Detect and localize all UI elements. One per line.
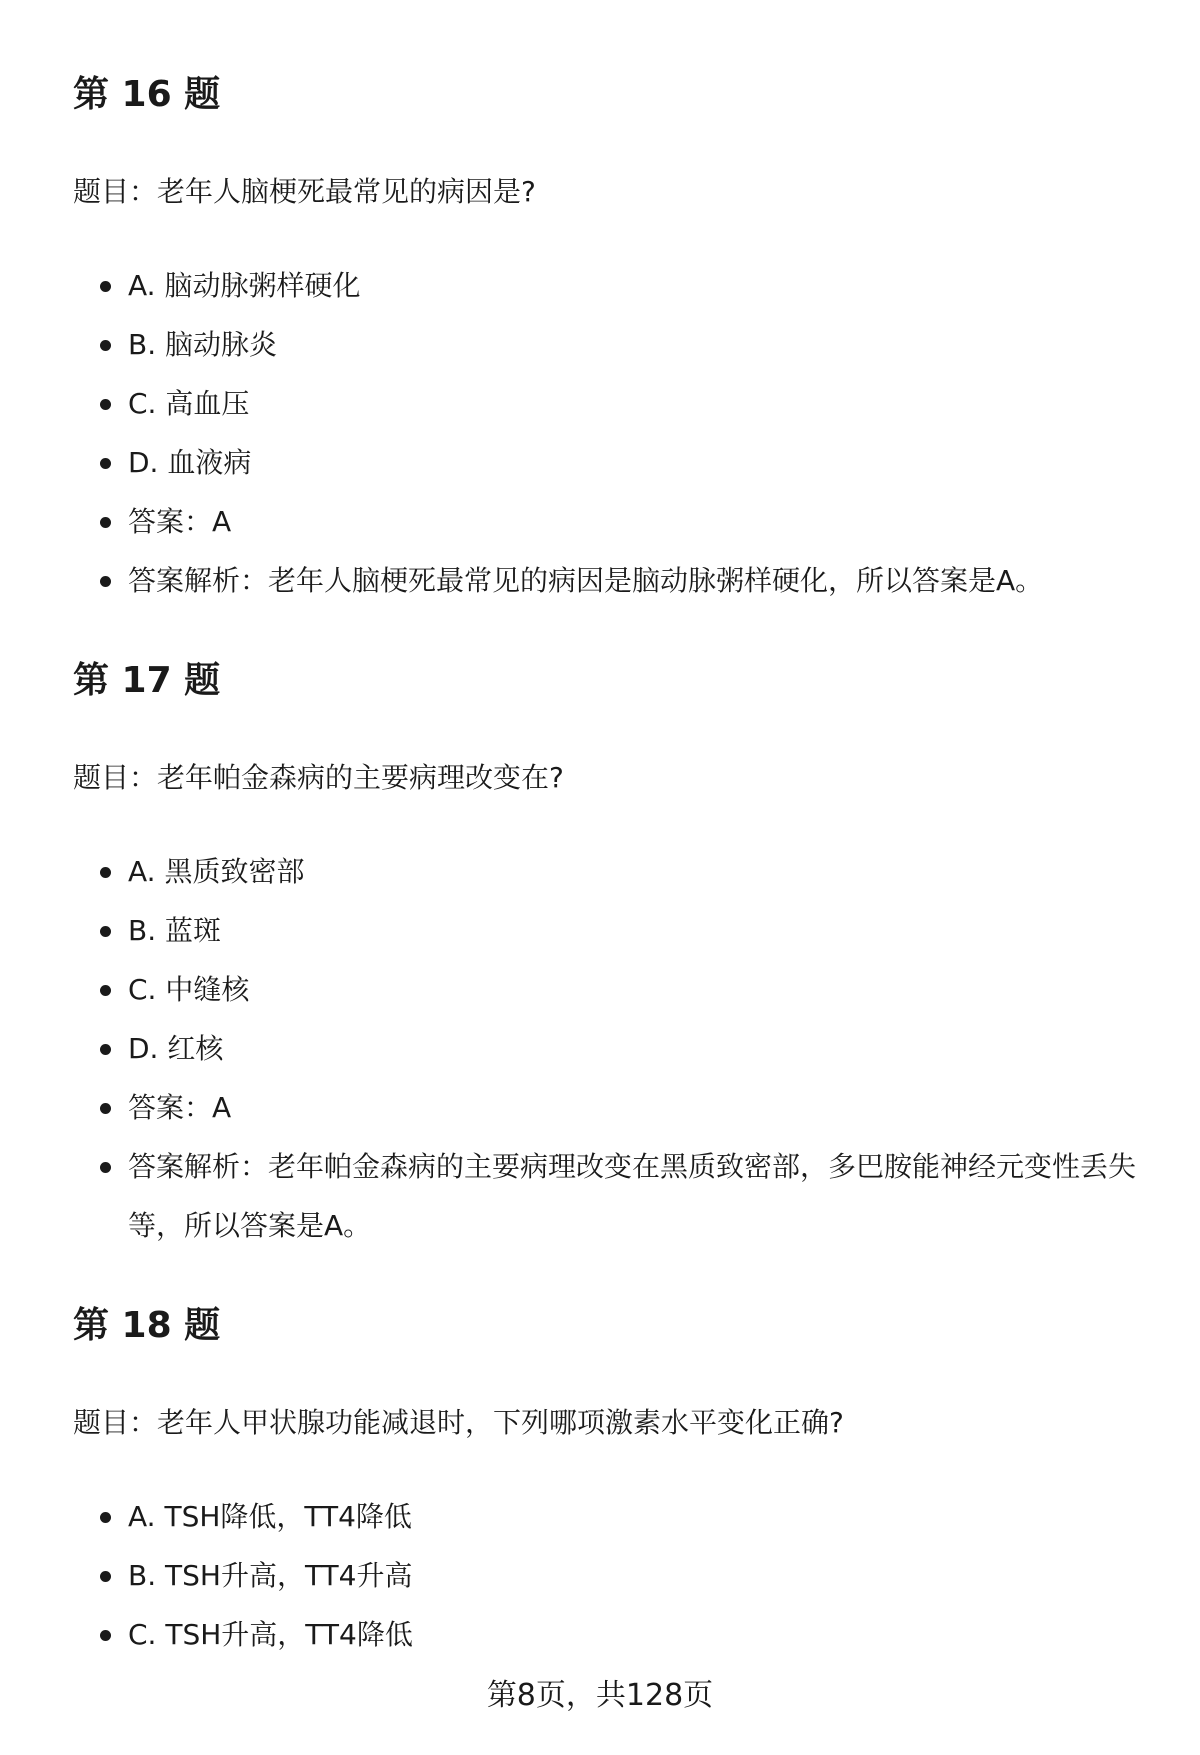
option-a: A. 黑质致密部 <box>73 842 1153 901</box>
question-stem: 题目：老年人脑梗死最常见的病因是? <box>73 175 536 208</box>
question-title: 第 18 题 <box>73 1305 221 1346</box>
bullet-icon <box>100 1630 111 1641</box>
answer: 答案：A <box>73 492 1153 551</box>
question-stem: 题目：老年人甲状腺功能减退时，下列哪项激素水平变化正确? <box>73 1406 844 1439</box>
option-list <box>73 256 1153 610</box>
bullet-icon <box>100 1103 111 1114</box>
bullet-icon <box>100 458 111 469</box>
option-d: D. 红核 <box>73 1019 1153 1078</box>
bullet-icon <box>100 867 111 878</box>
question-18 <box>73 1305 1153 1651</box>
bullet-icon <box>100 1044 111 1055</box>
bullet-icon <box>100 576 111 587</box>
option-c: C. TSH升高，TT4降低 <box>73 1605 1153 1664</box>
option-a: A. 脑动脉粥样硬化 <box>73 256 1153 315</box>
option-b: B. 脑动脉炎 <box>73 315 1153 374</box>
answer-explanation: 答案解析：老年人脑梗死最常见的病因是脑动脉粥样硬化，所以答案是A。 <box>73 551 1153 610</box>
bullet-icon <box>100 281 111 292</box>
answer: 答案：A <box>73 1078 1153 1137</box>
question-title: 第 16 题 <box>73 74 221 115</box>
bullet-icon <box>100 517 111 528</box>
bullet-icon <box>100 985 111 996</box>
option-b: B. 蓝斑 <box>73 901 1153 960</box>
question-title: 第 17 题 <box>73 660 221 701</box>
bullet-icon <box>100 1162 111 1173</box>
option-b: B. TSH升高，TT4升高 <box>73 1546 1153 1605</box>
bullet-icon <box>100 1571 111 1582</box>
option-d: D. 血液病 <box>73 433 1153 492</box>
option-list <box>73 1487 1153 1664</box>
option-a: A. TSH降低，TT4降低 <box>73 1487 1153 1546</box>
question-stem: 题目：老年帕金森病的主要病理改变在? <box>73 761 564 794</box>
option-c: C. 中缝核 <box>73 960 1153 1019</box>
bullet-icon <box>100 926 111 937</box>
option-c: C. 高血压 <box>73 374 1153 433</box>
question-17 <box>73 660 1153 1242</box>
question-16 <box>73 74 1153 597</box>
answer-explanation: 答案解析：老年帕金森病的主要病理改变在黑质致密部，多巴胺能神经元变性丢失等，所以答案是A。 <box>73 1137 1153 1255</box>
bullet-icon <box>100 1512 111 1523</box>
bullet-icon <box>100 399 111 410</box>
bullet-icon <box>100 340 111 351</box>
option-list <box>73 842 1153 1255</box>
page-footer: 第8页，共128页 <box>486 1678 714 1713</box>
